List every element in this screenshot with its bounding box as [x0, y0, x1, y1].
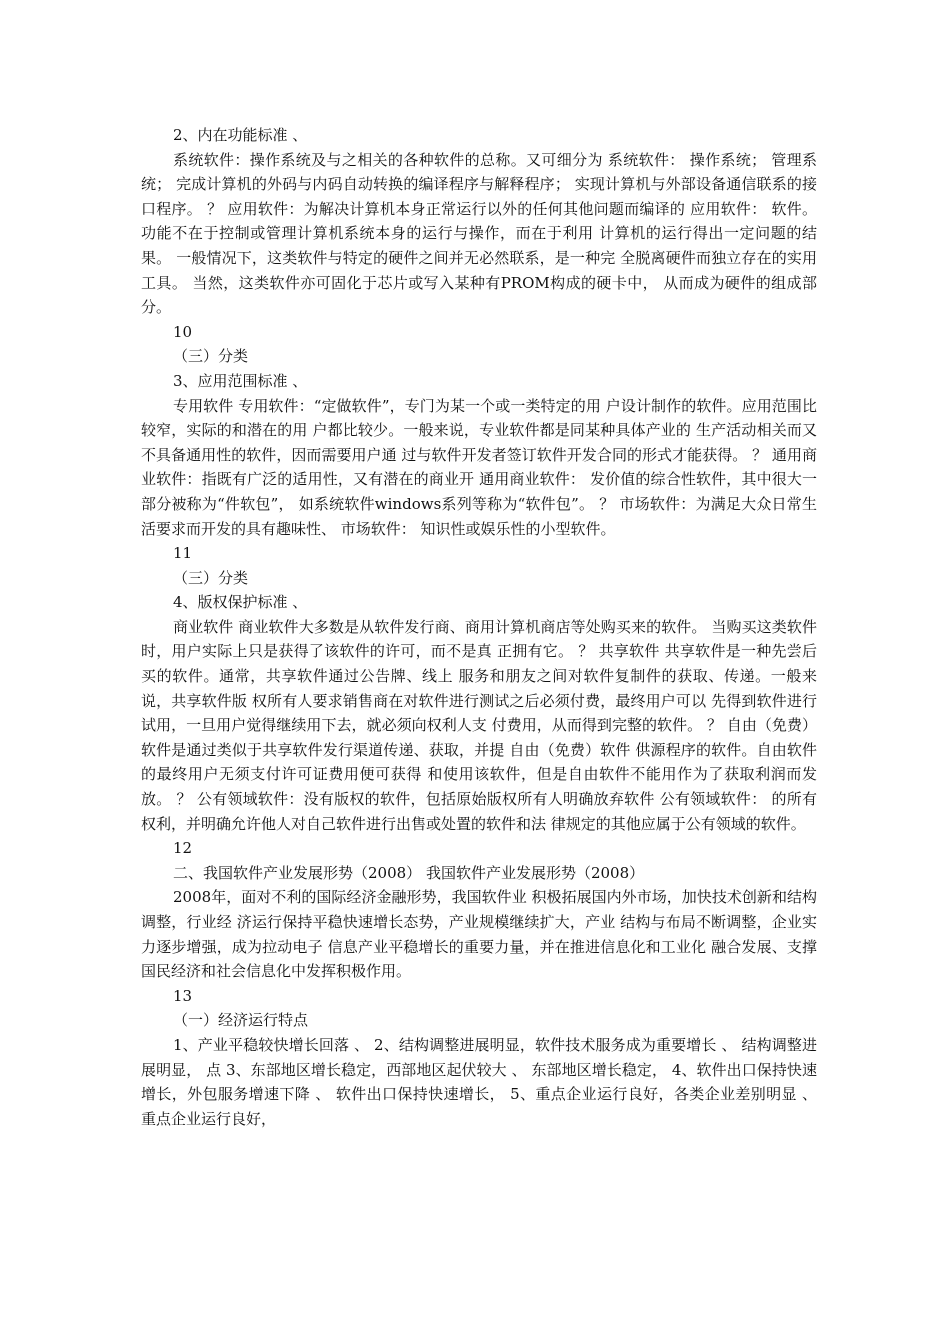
section-heading-economic-features: （一）经济运行特点: [173, 1011, 309, 1030]
section-heading-industry-trend: 二、我国软件产业发展形势（2008） 我国软件产业发展形势（2008）: [173, 863, 645, 882]
slide-number: 10: [173, 322, 193, 341]
paragraph-special-general-market-software: 专用软件 专用软件：“定做软件”，专门为某一个或一类特定的用 户设计制作的软件。应用范围比较窄，实际的和潜在的用 户都比较少。一般来说，专业软件都是同某种具体产业的 生产活动相关而又不具备通用性的软件，因而需要用户通 过与软件开发者签订软件开发合同的形式才能获得。 ？ 通用商业软件：指既有广泛的适用性，又有潜在的商业开 通用商业软件： 发价值的综合性软件，其中很大一部分被称为“件软包”， 如系统软件windows系列等称为“软件包”。 ？ 市场软件：为满足大众日常生活要求而开发的具有趣味性、 市场软件： 知识性或娱乐性的小型软件。: [141, 396, 817, 538]
slide-number: 12: [173, 839, 193, 858]
heading-copyright-standard: 4、版权保护标准 、: [173, 593, 308, 612]
heading-application-scope-standard: 3、应用范围标准 、: [173, 371, 308, 390]
paragraph-commercial-shareware-free-software: 商业软件 商业软件大多数是从软件发行商、商用计算机商店等处购买来的软件。 当购买这类软件时，用户实际上只是获得了该软件的许可，而不是真 正拥有它。 ？ 共享软件 共享软件是一种先尝后买的软件。通常，共享软件通过公告牌、线上 服务和朋友之间对软件复制件的获取、传递。一般来说，共享软件版 权所有人要求销售商在对软件进行测试之后必须付费，最终用户可以 先得到软件进行试用，一旦用户觉得继续用下去，就必须向权利人支 付费用，从而得到完整的软件。 ？ 自由（免费）软件是通过类似于共享软件发行渠道传递、获取，并提 自由（免费）软件 供源程序的软件。自由软件的最终用户无须支付许可证费用便可获得 和使用该软件，但是自由软件不能用作为了获取利润而发放。 ？ 公有领域软件：没有版权的软件，包括原始版权所有人明确放弃软件 公有领域软件： 的所有权利，并明确允许他人对自己软件进行出售或处置的软件和法 律规定的其他应属于公有领域的软件。: [141, 617, 817, 833]
section-heading-classification: （三）分类: [173, 347, 249, 366]
paragraph-industry-2008: 2008年，面对不利的国际经济金融形势，我国软件业 积极拓展国内外市场，加快技术创新和结构调整，行业经 济运行保持平稳快速增长态势，产业规模继续扩大，产业 结构与布局不断调整，企业实力逐步增强，成为拉动电子 信息产业平稳增长的重要力量，并在推进信息化和工业化 融合发展、支撑国民经济和社会信息化中发挥积极作用。: [141, 888, 817, 981]
section-heading-classification: （三）分类: [173, 568, 249, 587]
paragraph-system-and-application-software: 系统软件：操作系统及与之相关的各种软件的总称。又可细分为 系统软件： 操作系统； 管理系统； 完成计算机的外码与内码自动转换的编译程序与解释程序； 实现计算机与外部设备通信联系的接口程序。 ？ 应用软件：为解决计算机本身正常运行以外的任何其他问题而编译的 应用软件： 软件。 功能不在于控制或管理计算机系统本身的运行与操作，而在于利用 计算机的运行得出一定问题的结果。 一般情况下，这类软件与特定的硬件之间并无必然联系，是一种完 全脱离硬件而独立存在的实用工具。 当然，这类软件亦可固化于芯片或写入某种有PROM构成的硬卡中， 从而成为硬件的组成部分。: [141, 150, 817, 317]
slide-number: 11: [173, 544, 193, 563]
heading-functional-standard: 2、内在功能标准 、: [173, 126, 308, 144]
paragraph-economic-features-list: 1、产业平稳较快增长回落 、 2、结构调整进展明显，软件技术服务成为重要增长 、 结构调整进展明显， 点 3、东部地区增长稳定，西部地区起伏较大 、 东部地区增长稳定， 4、软件出口保持快速增长，外包服务增速下降 、 软件出口保持快速增长， 5、重点企业运行良好，各类企业差别明显 、 重点企业运行良好，: [141, 1035, 817, 1128]
slide-number: 13: [173, 986, 193, 1005]
document-body: [141, 123, 817, 1131]
